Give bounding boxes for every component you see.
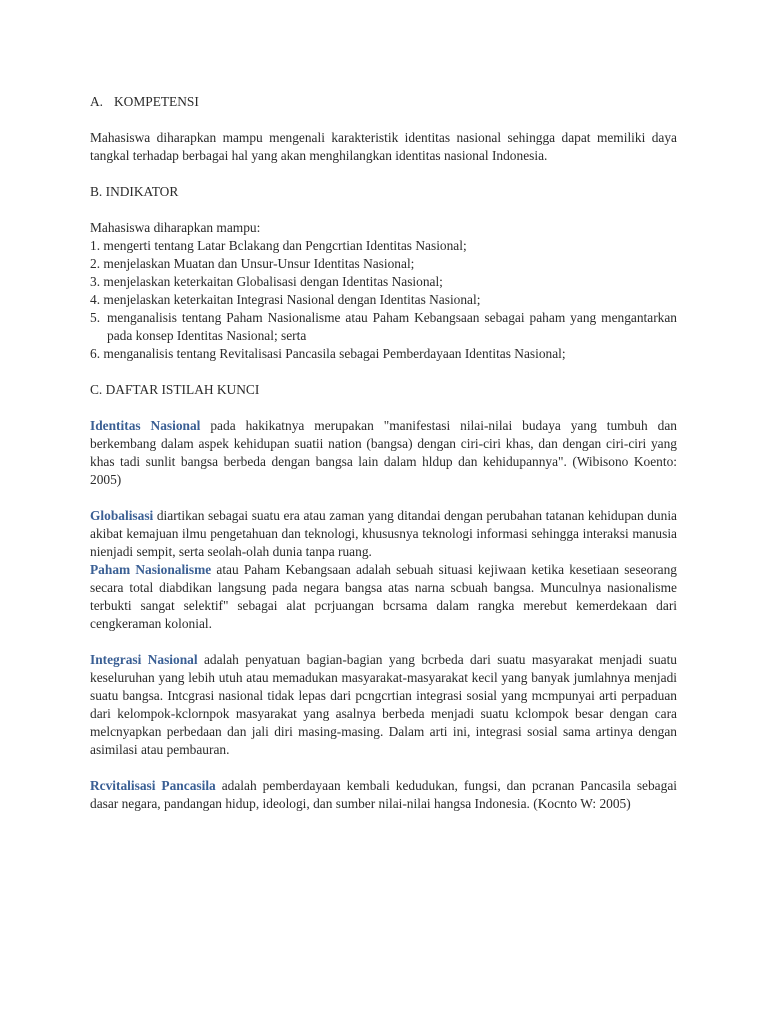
section-a-body: Mahasiswa diharapkan mampu mengenali karakteristik identitas nasional sehingga dapat memiliki daya tangkal terhadap berbagai hal yang akan menghilangkan identitas nasional Indonesia. [90,130,677,163]
indicator-item-4 [90,291,677,309]
term-definition: adalah penyatuan bagian-bagian yang bcrbeda dari suatu masyarakat menjadi suatu keseluruhan yang lebih utuh atau memadukan masyarakat-masyarakat kecil yang banyak jumlahnya menjadi suatu bangsa. Intcgrasi nasional tidak lepas dari pcngcrtian integrasi sosial yang mcmpunyai arti perpaduan dari kelompok-kclornpok masyarakat yang asalnya berbeda menjadi suatu kclompok besar dengan cara melcnyapkan perbedaan dan jali diri masing-masing. Dalam arti ini, integrasi sosial sama artinya dengan asimilasi atau pembauran. [90,652,677,757]
term-label: Globalisasi [90,508,154,523]
section-a-title: KOMPETENSI [114,94,199,109]
term-identitas-nasional [90,417,677,489]
term-integrasi-nasional [90,651,677,759]
term-definition: pada hakikatnya merupakan "manifestasi nilai-nilai budaya yang tumbuh dan berkembang dalam aspek kehidupan suatii nation (bangsa) dengan ciri-ciri khas, dan dengan ciri-ciri yang khas tadi sunlit bangsa berbeda dengan bangsa lain dalam hldup dan kehidupannya". (Wibisono Koento: 2005) [90,418,677,487]
indicator-intro: Mahasiswa diharapkan mampu: [90,220,261,235]
indicator-item-5 [90,309,677,345]
indicator-text: menjelaskan keterkaitan Integrasi Nasional dengan Identitas Nasional; [103,292,481,307]
indicator-text: menganalisis tentang Paham Nasionalisme atau Paham Kebangsaan sebagai paham yang mengantarkan pada konsep Identitas Nasional; serta [107,310,677,343]
indicator-item-1 [90,237,677,255]
term-label: Identitas Nasional [90,418,201,433]
term-globalisasi [90,507,677,561]
section-c-heading: C. DAFTAR ISTILAH KUNCI [90,382,260,397]
indicator-number: 2. [90,256,101,271]
term-label: Integrasi Nasional [90,652,198,667]
section-b-heading: B. INDIKATOR [90,184,179,199]
indicator-text: menjelaskan Muatan dan Unsur-Unsur Identitas Nasional; [103,256,415,271]
indicator-list [90,237,677,363]
indicator-number: 6. [90,346,101,361]
indicator-item-2 [90,255,677,273]
term-definition: adalah pemberdayaan kembali kedudukan, fungsi, dan pcranan Pancasila sebagai dasar negara, pandangan hidup, ideologi, dan sumber nilai-nilai hangsa Indonesia. (Kocnto W: 2005) [90,778,677,811]
term-definition: diartikan sebagai suatu era atau zaman yang ditandai dengan perubahan tatanan kehidupan dunia akibat kemajuan ilmu pengetahuan dan teknologi, khususnya teknologi informasi sehingga interaksi manusia nienjadi sempit, serta seolah-olah dunia tanpa ruang. [90,508,677,559]
term-revitalisasi-pancasila [90,777,677,813]
indicator-text: menjelaskan keterkaitan Globalisasi dengan Identitas Nasional; [103,274,443,289]
term-definition: atau Paham Kebangsaan adalah sebuah situasi kejiwaan ketika kesetiaan seseorang secara total diabdikan langsung pada negara bangsa atas narna scbuah bangsa. Munculnya nasionalisme terbukti sangat selektif" sebagai alat pcrjuangan bcrsama dalam rangka merebut kemerdekaan dari cengkeraman kolonial. [90,562,678,631]
term-label: Paham Nasionalisme [90,562,212,577]
indicator-number: 4. [90,292,101,307]
section-a-heading [90,93,677,111]
indicator-text: mengerti tentang Latar Bclakang dan Pengcrtian Identitas Nasional; [103,238,467,253]
term-paham-nasionalisme [90,561,677,633]
indicator-number: 1. [90,238,101,253]
document-page [90,93,677,831]
indicator-item-3 [90,273,677,291]
indicator-number: 5. [90,310,101,325]
indicator-text: menganalisis tentang Revitalisasi Pancasila sebagai Pemberdayaan Identitas Nasional; [103,346,566,361]
indicator-item-6 [90,345,677,363]
term-label: Rcvitalisasi Pancasila [90,778,216,793]
section-a-number: A. [90,94,104,109]
indicator-number: 3. [90,274,101,289]
